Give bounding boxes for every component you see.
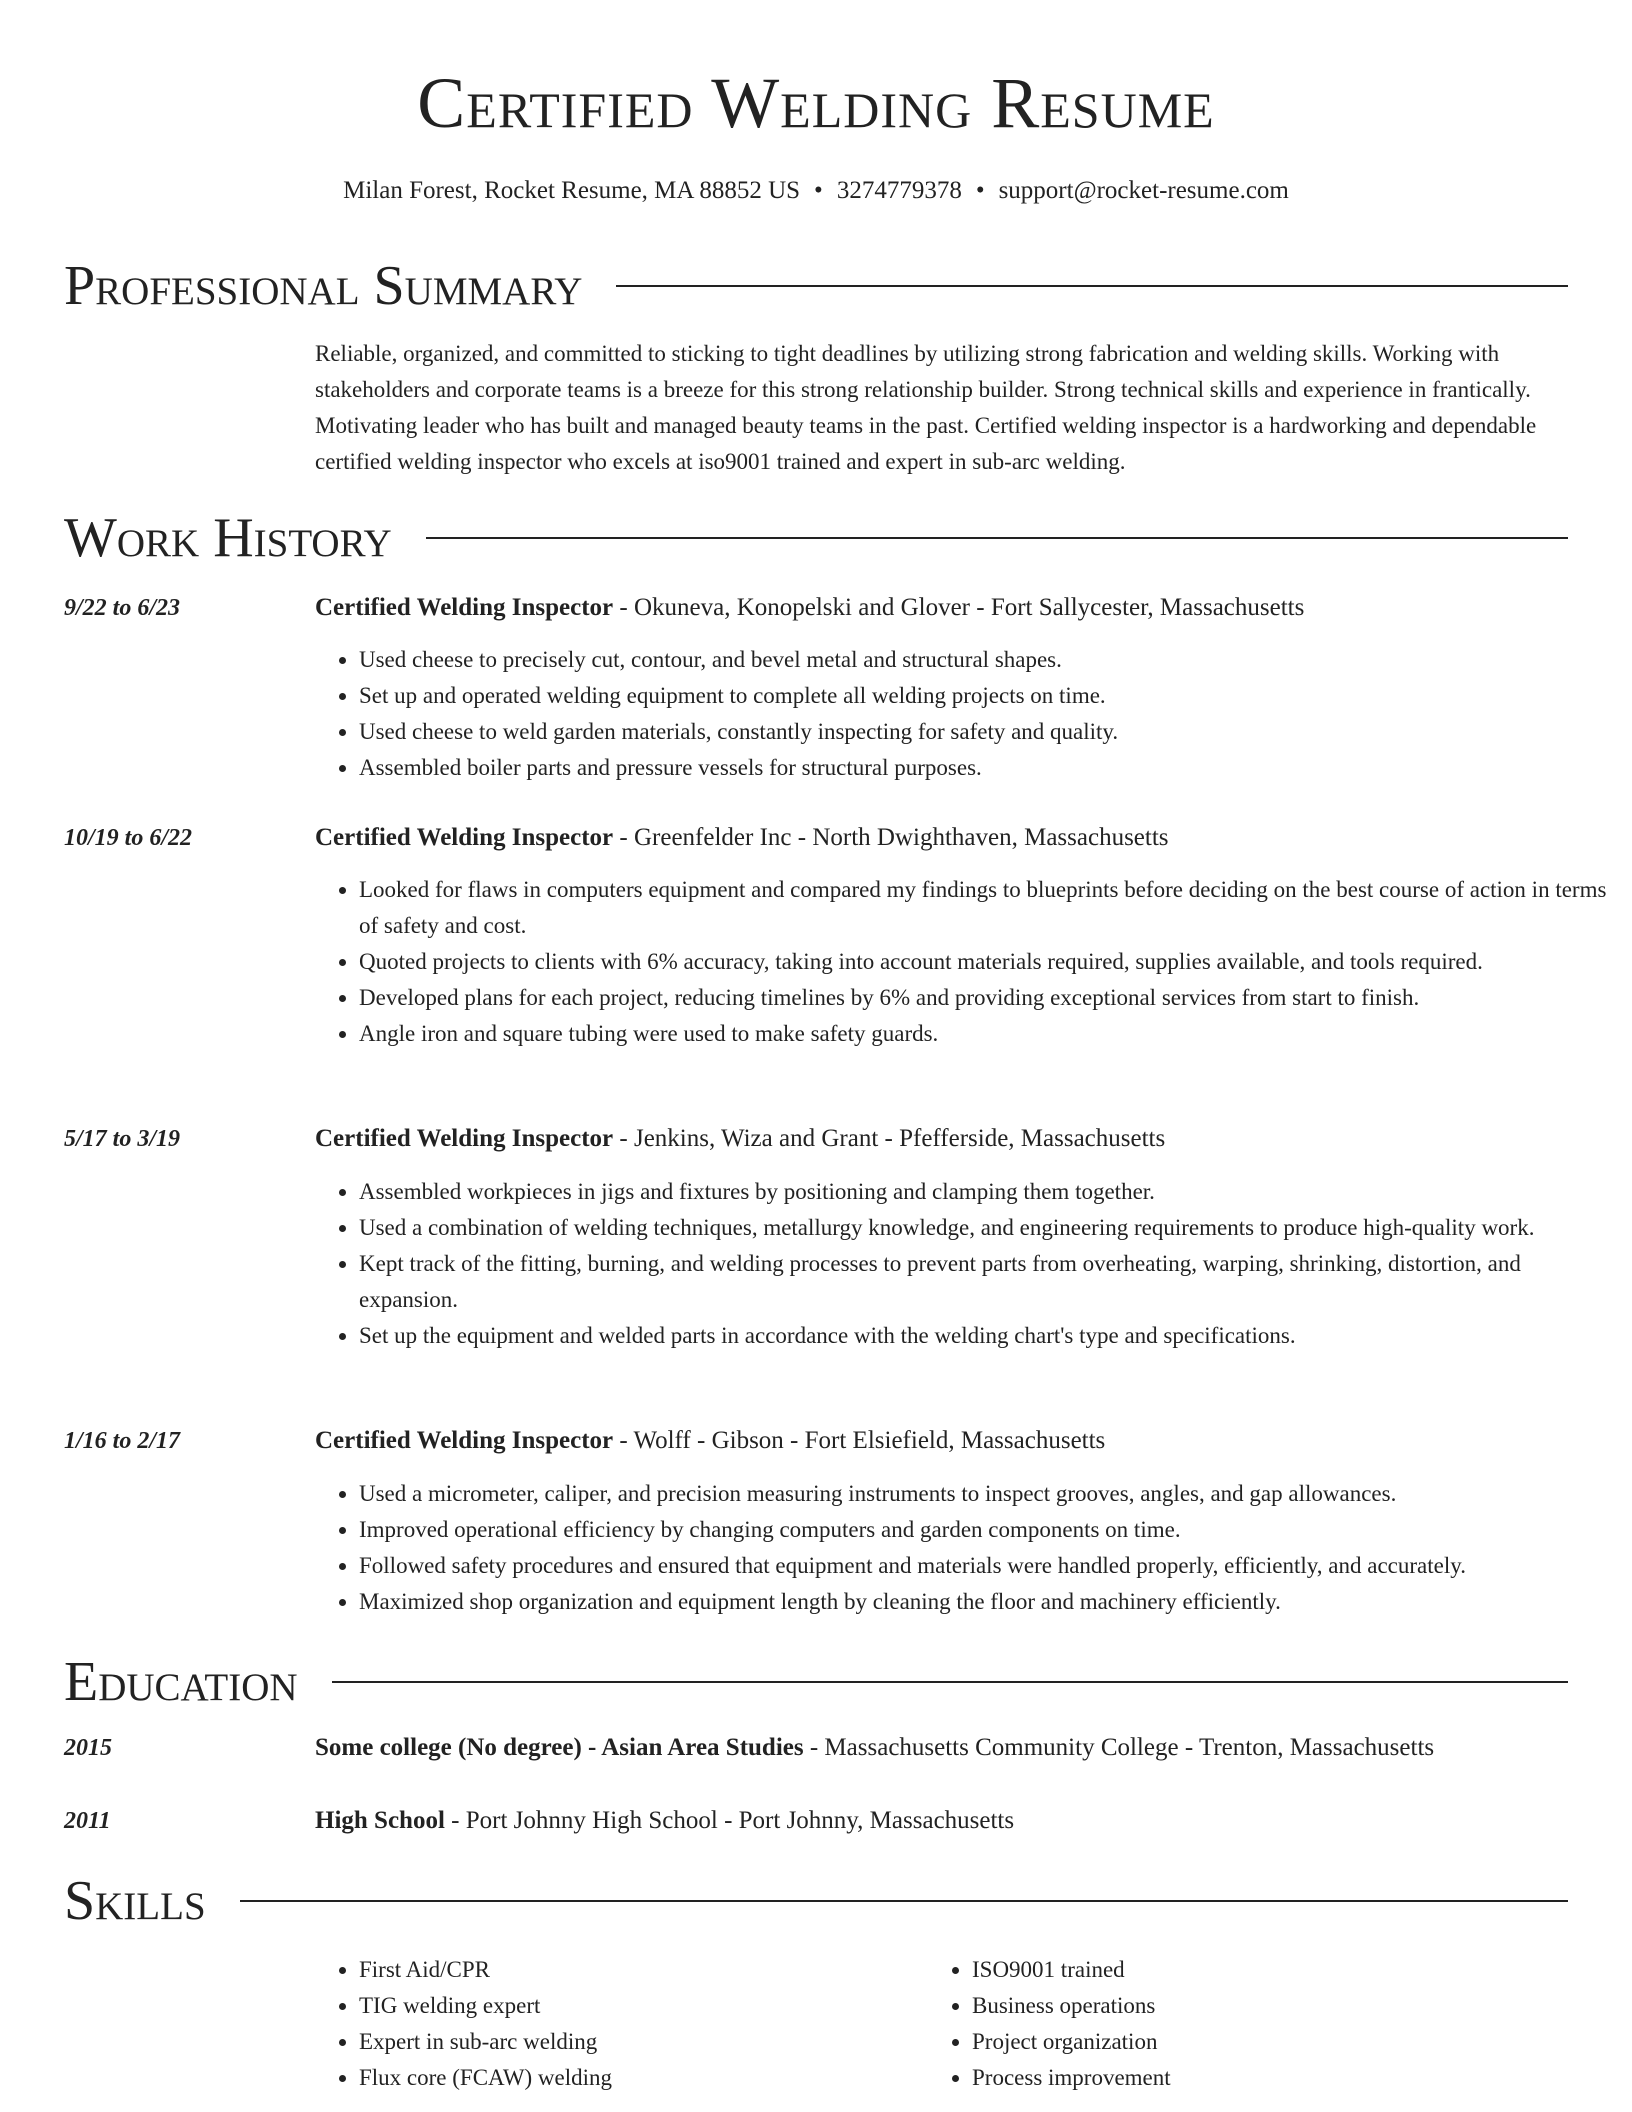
list-item: • Assembled workpieces in jigs and fixtures by positioning and clamping them together.: [359, 1174, 1612, 1210]
list-item: • Looked for flaws in computers equipment and compared my findings to blueprints before deciding on the best course of action in terms of safety and cost.: [359, 872, 1612, 944]
section-divider: [240, 1900, 1568, 1902]
job-title-line: [315, 591, 1568, 625]
job-bullets: [315, 872, 1612, 1052]
list-item: • Improved operational efficiency by changing computers and garden components on time.: [359, 1512, 1612, 1548]
skill-item: • Process improvement: [972, 2060, 1532, 2096]
skill-item: • First Aid/CPR: [359, 1952, 919, 1988]
list-item: • Set up and operated welding equipment to complete all welding projects on time.: [359, 678, 1612, 714]
section-divider: [332, 1681, 1568, 1683]
job-dates: 5/17 to 3/19: [64, 1126, 181, 1152]
section-divider: [616, 285, 1568, 287]
list-item: • Followed safety procedures and ensured that equipment and materials were handled properly, efficiently, and accurately.: [359, 1548, 1612, 1584]
job-bullets: [315, 1476, 1612, 1620]
section-education: [64, 1650, 1568, 1714]
skills-list-left: [315, 1952, 919, 2096]
job-bullets: [315, 1174, 1612, 1354]
job-dates: 10/19 to 6/22: [64, 825, 193, 851]
skill-item: • Flux core (FCAW) welding: [359, 2060, 919, 2096]
job-employer: - Okuneva, Konopelski and Glover - Fort Sallycester, Massachusetts: [613, 594, 1305, 621]
contact-line: [0, 174, 1632, 208]
section-heading: Education: [64, 1651, 298, 1713]
list-item: • Kept track of the fitting, burning, and welding processes to prevent parts from overheating, warping, shrinking, distortion, and expansion.: [359, 1246, 1612, 1318]
list-item: • Used a micrometer, caliper, and precision measuring instruments to inspect grooves, angles, and gap allowances.: [359, 1476, 1612, 1512]
skills-list-right: [928, 1952, 1532, 2096]
list-item: • Maximized shop organization and equipment length by cleaning the floor and machinery efficiently.: [359, 1584, 1612, 1620]
contact-phone: 3274779378: [836, 177, 962, 204]
list-item: • Used a combination of welding techniques, metallurgy knowledge, and engineering requirements to produce high-quality work.: [359, 1210, 1612, 1246]
education-school: - Massachusetts Community College - Trenton, Massachusetts: [803, 1734, 1435, 1761]
job-title-line: [315, 1424, 1568, 1458]
skill-item: • Business operations: [972, 1988, 1532, 2024]
job-title: Certified Welding Inspector: [315, 824, 614, 851]
list-item: • Used cheese to weld garden materials, constantly inspecting for safety and quality.: [359, 714, 1612, 750]
list-item: • Quoted projects to clients with 6% accuracy, taking into account materials required, supplies available, and tools required.: [359, 944, 1612, 980]
job-dates: 9/22 to 6/23: [64, 595, 181, 621]
job-bullets: [315, 642, 1612, 786]
list-item: • Used cheese to precisely cut, contour, and bevel metal and structural shapes.: [359, 642, 1612, 678]
section-heading: Skills: [64, 1870, 206, 1932]
education-year: 2015: [64, 1735, 112, 1761]
separator-dot: •: [814, 177, 823, 204]
summary-text: Reliable, organized, and committed to sticking to tight deadlines by utilizing strong fabrication and welding skills. Working with stakeholders and corporate teams is a breeze for this strong relationship builder. Strong technical skills and experience in frantically. Motivating leader who has built and managed beauty teams in the past. Certified welding inspector is a hardworking and dependable certified welding inspector who excels at iso9001 trained and expert in sub-arc welding.: [315, 341, 1537, 474]
page-title: Certified Welding Resume: [417, 63, 1215, 143]
job-dates: 1/16 to 2/17: [64, 1428, 181, 1454]
job-title-line: [315, 1122, 1568, 1156]
section-divider: [426, 537, 1568, 539]
education-degree: Some college (No degree) - Asian Area Studies: [315, 1734, 804, 1761]
skill-item: • Project organization: [972, 2024, 1532, 2060]
section-skills: [64, 1869, 1568, 1933]
job-title: Certified Welding Inspector: [315, 1125, 614, 1152]
section-professional-summary: [64, 254, 1568, 318]
job-employer: - Greenfelder Inc - North Dwighthaven, Massachusetts: [613, 824, 1169, 851]
job-employer: - Wolff - Gibson - Fort Elsiefield, Massachusetts: [613, 1427, 1106, 1454]
list-item: • Set up the equipment and welded parts in accordance with the welding chart's type and specifications.: [359, 1318, 1612, 1354]
skill-item: • Expert in sub-arc welding: [359, 2024, 919, 2060]
education-degree: High School: [315, 1807, 445, 1834]
section-heading: Work History: [64, 507, 392, 569]
separator-dot: •: [975, 177, 985, 204]
section-work-history: [64, 506, 1568, 570]
list-item: • Assembled boiler parts and pressure vessels for structural purposes.: [359, 750, 1612, 786]
job-title: Certified Welding Inspector: [315, 594, 614, 621]
education-entry: [315, 1804, 1568, 1838]
list-item: • Developed plans for each project, reducing timelines by 6% and providing exceptional services from start to finish.: [359, 980, 1612, 1016]
education-school: - Port Johnny High School - Port Johnny, Massachusetts: [444, 1807, 1015, 1834]
contact-address: Milan Forest, Rocket Resume, MA 88852 US: [343, 177, 801, 204]
contact-email: support@rocket-resume.com: [998, 177, 1289, 204]
job-title: Certified Welding Inspector: [315, 1427, 614, 1454]
skill-item: • ISO9001 trained: [972, 1952, 1532, 1988]
education-year: 2011: [64, 1808, 111, 1834]
job-employer: - Jenkins, Wiza and Grant - Pfefferside, Massachusetts: [613, 1125, 1166, 1152]
section-heading: Professional Summary: [64, 255, 583, 317]
skill-item: • TIG welding expert: [359, 1988, 919, 2024]
education-entry: [315, 1731, 1568, 1765]
list-item: • Angle iron and square tubing were used to make safety guards.: [359, 1016, 1612, 1052]
job-title-line: [315, 821, 1568, 855]
